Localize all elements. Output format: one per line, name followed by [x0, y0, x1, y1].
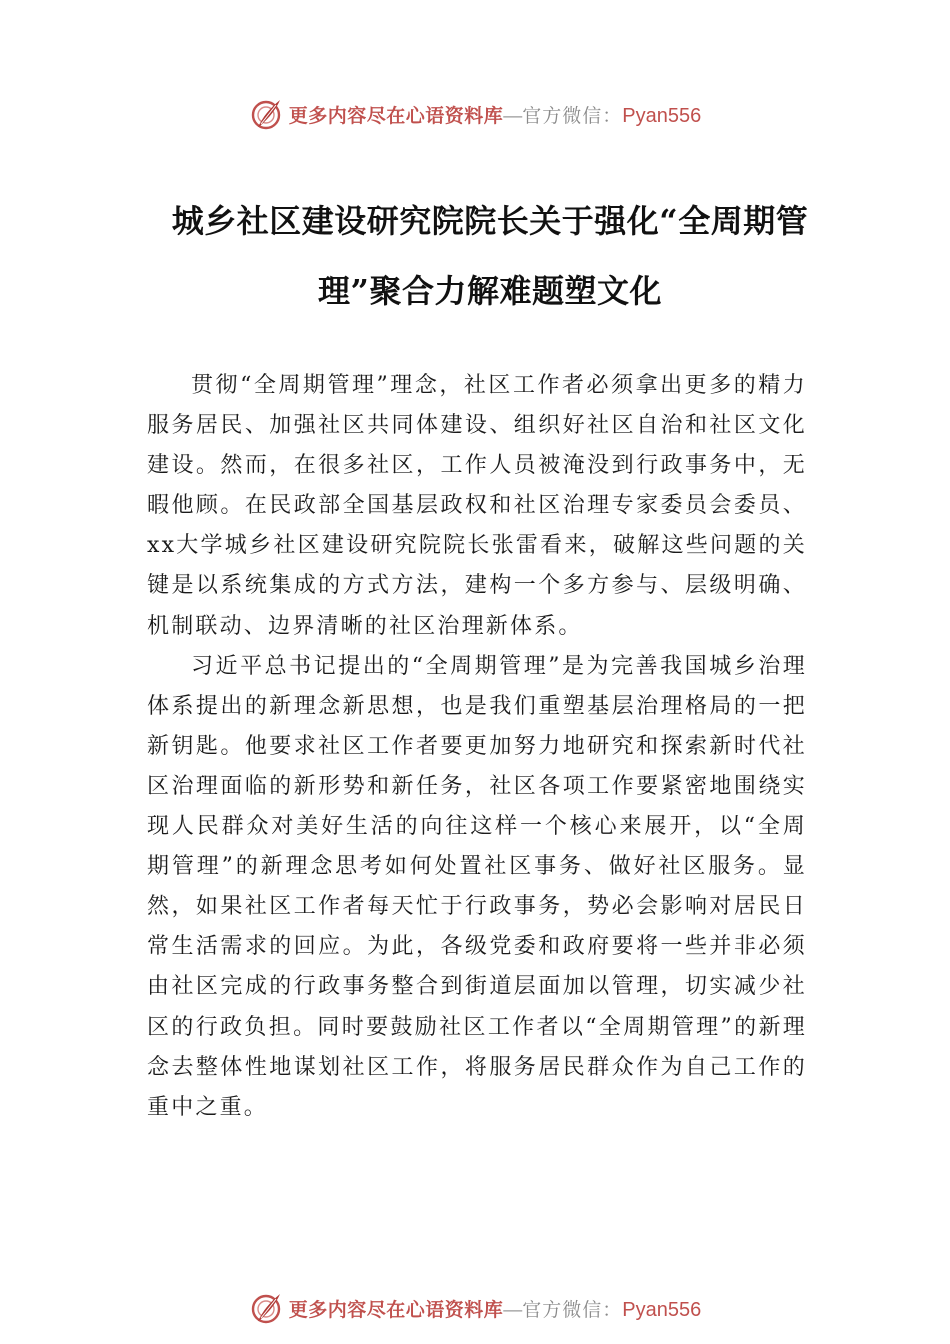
- quill-pen-logo-icon: [249, 1291, 283, 1325]
- banner-wechat-label: 官方微信：: [522, 1298, 623, 1321]
- quill-pen-logo-icon: [249, 97, 283, 131]
- banner-text: [289, 1295, 702, 1322]
- banner-library-text: 更多内容尽在心语资料库: [288, 104, 504, 127]
- banner-text: [289, 101, 702, 128]
- banner-wechat-id: Pyan556: [622, 1298, 702, 1321]
- banner-wechat-id: Pyan556: [622, 104, 702, 127]
- header-banner: [0, 94, 950, 134]
- body-paragraph: 贯彻“全周期管理”理念，社区工作者必须拿出更多的精力服务居民、加强社区共同体建设、组织好社区自治和社区文化建设。然而，在很多社区，工作人员被淹没到行政事务中，无暇他顾。在民政部全国基层政权和社区治理专家委员会委员、xx大学城乡社区建设研究院院长张雷看来，破解这些问题的关键是以系统集成的方式方法，建构一个多方参与、层级明确、机制联动、边界清晰的社区治理新体系。: [147, 373, 807, 639]
- banner-wechat-label: 官方微信：: [522, 104, 623, 127]
- document-title: 城乡社区建设研究院院长关于强化“全周期管理”聚合力解难题塑文化: [171, 202, 809, 310]
- banner-library-text: 更多内容尽在心语资料库: [288, 1298, 504, 1321]
- body-paragraph: 习近平总书记提出的“全周期管理”是为完善我国城乡治理体系提出的新理念新思想，也是我们重塑基层治理格局的一把新钥匙。他要求社区工作者要更加努力地研究和探索新时代社区治理面临的新形势和新任务，社区各项工作要紧密地围绕实现人民群众对美好生活的向往这样一个核心来展开，以“全周期管理”的新理念思考如何处置社区事务、做好社区服务。显然，如果社区工作者每天忙于行政事务，势必会影响对居民日常生活需求的回应。为此，各级党委和政府要将一些并非必须由社区完成的行政事务整合到街道层面加以管理，切实减少社区的行政负担。同时要鼓励社区工作者以“全周期管理”的新理念去整体性地谋划社区工作，将服务居民群众作为自己工作的重中之重。: [147, 653, 807, 1120]
- document-body: [147, 366, 807, 1128]
- footer-banner: [0, 1288, 950, 1328]
- banner-dash: —: [503, 1299, 523, 1321]
- banner-dash: —: [503, 105, 523, 127]
